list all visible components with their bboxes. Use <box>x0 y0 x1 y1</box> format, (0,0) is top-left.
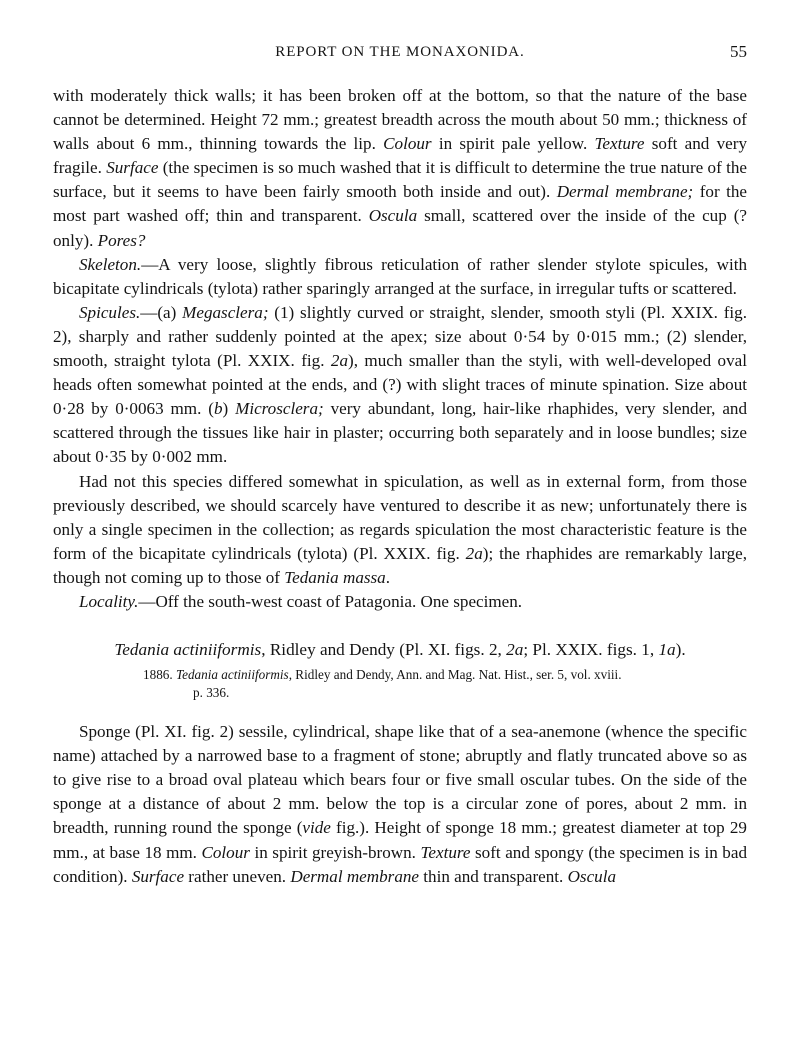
paragraph-description-continued: with moderately thick walls; it has been broken off at the bottom, so that the nature of the base cannot be determined. Height 72 mm.; greatest breadth across the mouth about 50 mm.; thickness of walls about 6 mm., thinning towards the lip. Colour in spirit pale yellow. Texture soft and very fragile. Surface (the specimen is so much washed that it is difficult to determine the true nature of the surface, but it seems to have been fairly smooth both inside and out). Dermal membrane; for the most part washed off; thin and transparent. Oscula small, scattered over the inside of the cup (? only). Pores? <box>53 86 747 250</box>
species-heading: Tedania actiniiformis, Ridley and Dendy (Pl. XI. figs. 2, 2a; Pl. XXIX. figs. 1, 1a). <box>114 640 686 660</box>
literature-reference: 1886. Tedania actiniiformis, Ridley and Dendy, Ann. and Mag. Nat. Hist., ser. 5, vol. xviii. p. 336. <box>143 667 622 701</box>
page-number: 55 <box>730 42 747 61</box>
running-title: REPORT ON THE MONAXONIDA. <box>275 44 525 60</box>
paragraph-skeleton: Skeleton.—A very loose, slightly fibrous reticulation of rather slender stylote spicules, with bicapitate cylindricals (tylota) rather sparingly arranged at the surface, in irregular tufts or scattered. <box>53 254 747 298</box>
page <box>53 40 747 889</box>
paragraph-spicules: Spicules.—(a) Megasclera; (1) slightly curved or straight, slender, smooth styli (Pl. XXIX. fig. 2), sharply and rather suddenly pointed at the apex; size about 0·54 by 0·015 mm.; (2) slender, smooth, straight tylota (Pl. XXIX. fig. 2a), much smaller than the styli, with well-developed oval heads often somewhat pointed at the ends, and (?) with slight traces of minute spination. Size about 0·28 by 0·0063 mm. (b) Microsclera; very abundant, long, hair-like rhaphides, very slender, and scattered through the tissues like hair in plaster; occurring both separately and in loose bundles; size about 0·35 by 0·002 mm. <box>53 302 747 467</box>
running-header <box>53 40 747 70</box>
article-body <box>53 84 747 889</box>
paragraph-sponge-description: Sponge (Pl. XI. fig. 2) sessile, cylindrical, shape like that of a sea-anemone (whence the specific name) attached by a narrowed base to a fragment of stone; abruptly and flatly truncated above so as to give rise to a broad oval plateau which bears four or five small oscular tubes. On the side of the sponge at a distance of about 2 mm. below the top is a circular zone of pores, about 2 mm. in breadth, running round the sponge (vide fig.). Height of sponge 18 mm.; greatest diameter at top 29 mm., at base 18 mm. Colour in spirit greyish-brown. Texture soft and spongy (the specimen is in bad condition). Surface rather uneven. Dermal membrane thin and transparent. Oscula <box>53 722 747 886</box>
paragraph-remarks: Had not this species differed somewhat in spiculation, as well as in external form, from those previously described, we should scarcely have ventured to describe it as new; unfortunately there is only a single specimen in the collection; as regards spiculation the most characteristic feature is the form of the bicapitate cylindricals (tylota) (Pl. XXIX. fig. 2a); the rhaphides are remarkably large, though not coming up to those of Tedania massa. <box>53 471 747 587</box>
paragraph-locality: Locality.—Off the south-west coast of Patagonia. One specimen. <box>79 591 523 611</box>
